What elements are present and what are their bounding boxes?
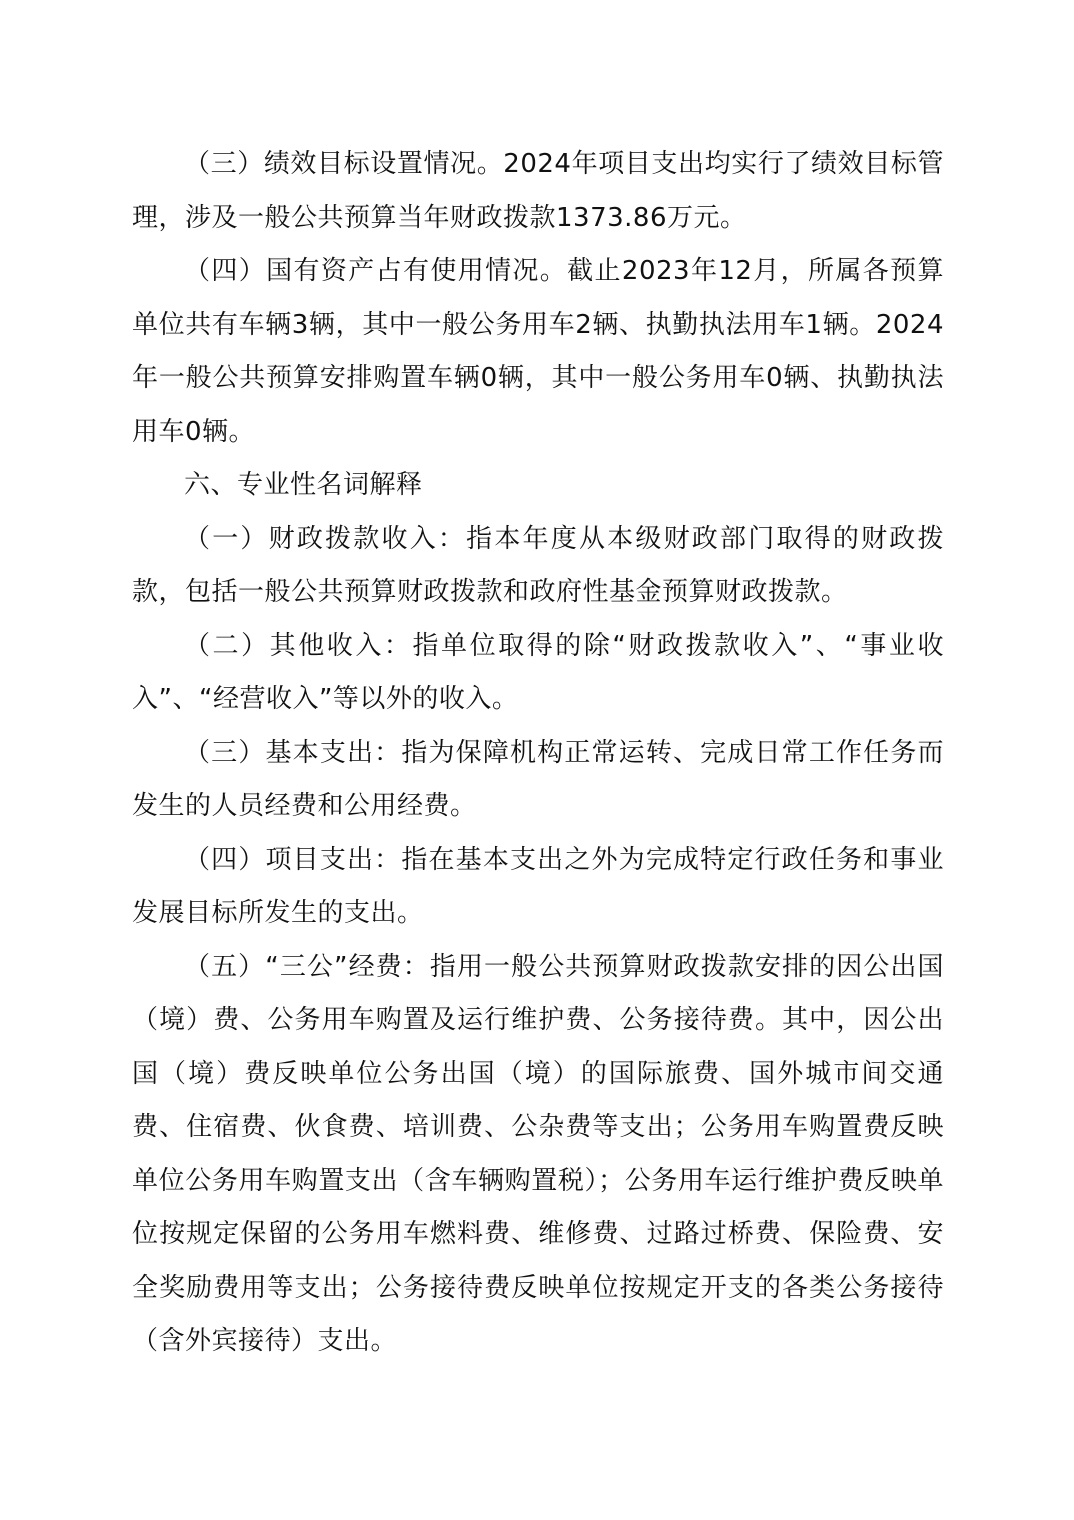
section-heading-terms: 六、专业性名词解释 xyxy=(184,470,423,500)
paragraph-performance-goals: （三）绩效目标设置情况。2024年项目支出均实行了绩效目标管理，涉及一般公共预算当年财政拨款1373.86万元。 xyxy=(132,149,944,233)
paragraph-state-assets: （四）国有资产占有使用情况。截止2023年12月，所属各预算单位共有车辆3辆，其中一般公务用车2辆、执勤执法用车1辆。2024年一般公共预算安排购置车辆0辆，其中一般公务用车0辆、执勤执法用车0辆。 xyxy=(132,256,944,447)
paragraph-other-income: （二）其他收入：指单位取得的除“财政拨款收入”、“事业收入”、“经营收入”等以外的收入。 xyxy=(132,630,944,714)
paragraph-fiscal-appropriation-income: （一）财政拨款收入：指本年度从本级财政部门取得的财政拨款，包括一般公共预算财政拨款和政府性基金预算财政拨款。 xyxy=(132,523,944,607)
paragraph-three-public-expenses: （五）“三公”经费：指用一般公共预算财政拨款安排的因公出国（境）费、公务用车购置及运行维护费、公务接待费。其中，因公出国（境）费反映单位公务出国（境）的国际旅费、国外城市间交通费、住宿费、伙食费、培训费、公杂费等支出；公务用车购置费反映单位公务用车购置支出（含车辆购置税）；公务用车运行维护费反映单位按规定保留的公务用车燃料费、维修费、过路过桥费、保险费、安全奖励费用等支出；公务接待费反映单位按规定开支的各类公务接待（含外宾接待）支出。 xyxy=(132,951,944,1356)
paragraph-basic-expenditure: （三）基本支出：指为保障机构正常运转、完成日常工作任务而发生的人员经费和公用经费。 xyxy=(132,737,944,821)
paragraph-project-expenditure: （四）项目支出：指在基本支出之外为完成特定行政任务和事业发展目标所发生的支出。 xyxy=(132,844,944,928)
document-body xyxy=(132,138,944,1369)
